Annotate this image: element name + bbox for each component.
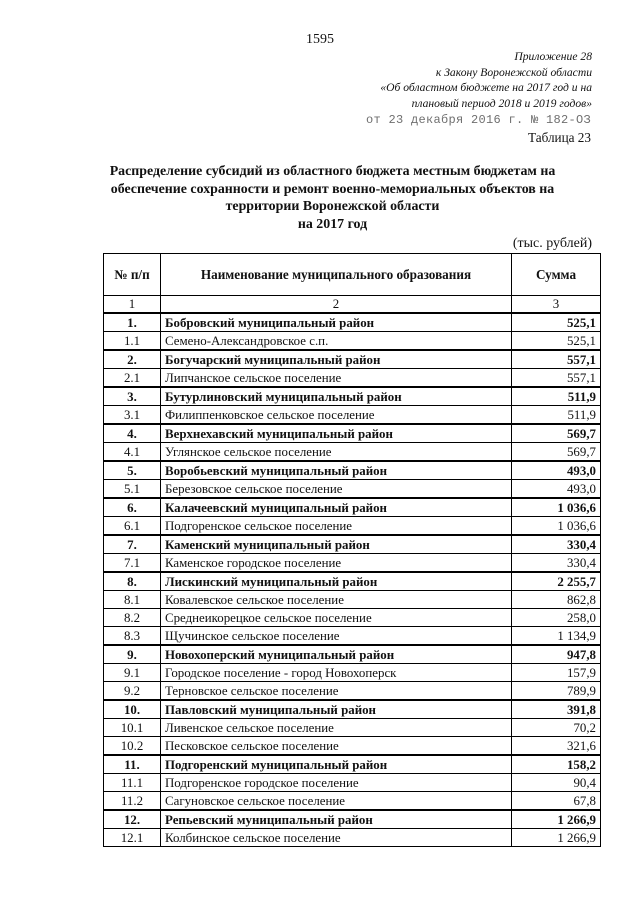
appendix-line: плановый период 2018 и 2019 годов»	[411, 96, 592, 110]
row-sum: 493,0	[512, 461, 601, 480]
row-number: 9.	[104, 645, 161, 664]
table-row	[104, 627, 601, 646]
table-row	[104, 829, 601, 847]
table-row	[104, 350, 601, 369]
row-sum: 391,8	[512, 700, 601, 719]
row-sum: 557,1	[512, 350, 601, 369]
row-name: Богучарский муниципальный район	[161, 350, 512, 369]
table-row	[104, 664, 601, 682]
table-row	[104, 792, 601, 811]
header-name: Наименование муниципального образования	[161, 254, 512, 296]
row-name: Подгоренское сельское поселение	[161, 517, 512, 536]
row-number: 12.1	[104, 829, 161, 847]
row-sum: 1 266,9	[512, 810, 601, 829]
row-name: Бутурлиновский муниципальный район	[161, 387, 512, 406]
row-name: Верхнехавский муниципальный район	[161, 424, 512, 443]
appendix-line: «Об областном бюджете на 2017 год и на	[380, 81, 592, 94]
row-sum: 157,9	[512, 664, 601, 682]
row-number: 5.	[104, 461, 161, 480]
row-name: Павловский муниципальный район	[161, 700, 512, 719]
header-num: № п/п	[104, 254, 161, 296]
row-number: 8.3	[104, 627, 161, 646]
appendix-line: к Закону Воронежской области	[435, 65, 592, 79]
row-sum: 1 134,9	[512, 627, 601, 646]
row-name: Городское поселение - город Новохоперск	[161, 664, 512, 682]
row-name: Подгоренский муниципальный район	[161, 755, 512, 774]
row-name: Ливенское сельское поселение	[161, 719, 512, 737]
row-number: 11.1	[104, 774, 161, 792]
table-row	[104, 755, 601, 774]
header-sum: Сумма	[512, 254, 601, 296]
row-sum: 557,1	[512, 369, 601, 388]
row-sum: 1 036,6	[512, 498, 601, 517]
row-name: Воробьевский муниципальный район	[161, 461, 512, 480]
row-number: 5.1	[104, 480, 161, 499]
row-sum: 258,0	[512, 609, 601, 627]
row-name: Филиппенковское сельское поселение	[161, 406, 512, 425]
row-name: Каменское городское поселение	[161, 554, 512, 573]
table-row	[104, 498, 601, 517]
row-sum: 789,9	[512, 682, 601, 701]
table-row	[104, 774, 601, 792]
row-sum: 1 266,9	[512, 829, 601, 847]
row-sum: 525,1	[512, 332, 601, 351]
row-sum: 67,8	[512, 792, 601, 811]
table-row	[104, 461, 601, 480]
row-number: 11.	[104, 755, 161, 774]
row-number: 1.1	[104, 332, 161, 351]
row-name: Каменский муниципальный район	[161, 535, 512, 554]
row-number: 10.	[104, 700, 161, 719]
column-index-row	[104, 296, 601, 314]
table-row	[104, 406, 601, 425]
table-row	[104, 572, 601, 591]
row-name: Щучинское сельское поселение	[161, 627, 512, 646]
row-sum: 2 255,7	[512, 572, 601, 591]
row-sum: 525,1	[512, 313, 601, 332]
row-number: 8.	[104, 572, 161, 591]
column-index: 2	[161, 296, 512, 314]
title-line: территории Воронежской области	[225, 199, 440, 214]
table-row	[104, 424, 601, 443]
title-line: обеспечение сохранности и ремонт военно-мемориальных объектов на	[110, 181, 555, 197]
row-sum: 70,2	[512, 719, 601, 737]
table-row	[104, 737, 601, 756]
row-sum: 569,7	[512, 443, 601, 462]
table-header-row	[104, 254, 601, 296]
row-number: 2.	[104, 350, 161, 369]
row-sum: 321,6	[512, 737, 601, 756]
row-number: 2.1	[104, 369, 161, 388]
row-sum: 511,9	[512, 406, 601, 425]
row-name: Сагуновское сельское поселение	[161, 792, 512, 811]
row-sum: 158,2	[512, 755, 601, 774]
table-row	[104, 443, 601, 462]
table-row	[104, 387, 601, 406]
row-number: 3.1	[104, 406, 161, 425]
row-name: Калачеевский муниципальный район	[161, 498, 512, 517]
row-sum: 330,4	[512, 535, 601, 554]
row-number: 3.	[104, 387, 161, 406]
row-number: 7.1	[104, 554, 161, 573]
row-sum: 90,4	[512, 774, 601, 792]
row-number: 4.	[104, 424, 161, 443]
row-name: Лискинский муниципальный район	[161, 572, 512, 591]
row-number: 7.	[104, 535, 161, 554]
table-row	[104, 554, 601, 573]
table-label: Таблица 23	[528, 130, 591, 145]
table-row	[104, 719, 601, 737]
row-name: Углянское сельское поселение	[161, 443, 512, 462]
row-sum: 493,0	[512, 480, 601, 499]
table-row	[104, 700, 601, 719]
row-name: Семено-Александровское с.п.	[161, 332, 512, 351]
row-name: Новохоперский муниципальный район	[161, 645, 512, 664]
row-name: Березовское сельское поселение	[161, 480, 512, 499]
table-row	[104, 810, 601, 829]
column-index: 3	[512, 296, 601, 314]
row-number: 4.1	[104, 443, 161, 462]
appendix-note	[380, 49, 592, 111]
table-row	[104, 682, 601, 701]
row-name: Терновское сельское поселение	[161, 682, 512, 701]
row-sum: 947,8	[512, 645, 601, 664]
row-sum: 1 036,6	[512, 517, 601, 536]
row-sum: 511,9	[512, 387, 601, 406]
table-row	[104, 535, 601, 554]
document-title	[95, 163, 570, 233]
page-number: 1595	[306, 32, 334, 47]
date-stamp: от 23 декабря 2016 г. № 182-ОЗ	[365, 113, 591, 127]
table-row	[104, 609, 601, 627]
row-number: 9.1	[104, 664, 161, 682]
row-number: 10.2	[104, 737, 161, 756]
row-number: 12.	[104, 810, 161, 829]
table-row	[104, 480, 601, 499]
row-name: Бобровский муниципальный район	[161, 313, 512, 332]
row-sum: 569,7	[512, 424, 601, 443]
title-line: Распределение субсидий из областного бюджета местным бюджетам на	[109, 164, 556, 179]
row-name: Песковское сельское поселение	[161, 737, 512, 756]
appendix-line: Приложение 28	[514, 50, 592, 63]
row-sum: 862,8	[512, 591, 601, 609]
table-row	[104, 645, 601, 664]
row-number: 11.2	[104, 792, 161, 811]
row-sum: 330,4	[512, 554, 601, 573]
table-row	[104, 332, 601, 351]
row-number: 9.2	[104, 682, 161, 701]
row-name: Ковалевское сельское поселение	[161, 591, 512, 609]
table-row	[104, 313, 601, 332]
row-name: Среднеикорецкое сельское поселение	[161, 609, 512, 627]
column-index: 1	[104, 296, 161, 314]
row-number: 6.1	[104, 517, 161, 536]
table-row	[104, 369, 601, 388]
row-name: Колбинское сельское поселение	[161, 829, 512, 847]
subsidy-table	[103, 253, 601, 847]
row-number: 8.1	[104, 591, 161, 609]
row-number: 10.1	[104, 719, 161, 737]
table-row	[104, 591, 601, 609]
units-label: (тыс. рублей)	[512, 236, 592, 251]
row-number: 1.	[104, 313, 161, 332]
table-body	[104, 296, 601, 847]
row-name: Липчанское сельское поселение	[161, 369, 512, 388]
title-line: на 2017 год	[297, 216, 368, 232]
table-row	[104, 517, 601, 536]
row-number: 8.2	[104, 609, 161, 627]
row-number: 6.	[104, 498, 161, 517]
row-name: Репьевский муниципальный район	[161, 810, 512, 829]
row-name: Подгоренское городское поселение	[161, 774, 512, 792]
